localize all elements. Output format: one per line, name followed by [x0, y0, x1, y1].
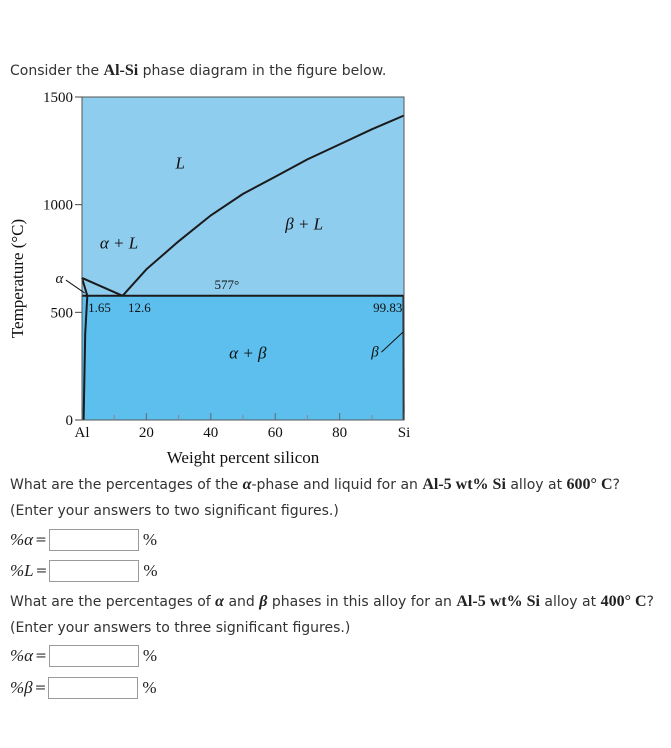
equals-sign: = [35, 648, 47, 664]
x-tick-label-60: 60 [267, 425, 283, 441]
question-1 [10, 476, 620, 494]
y-tick-label-500: 500 [50, 305, 73, 322]
equals-sign: = [35, 532, 47, 548]
q2-alpha: α [215, 593, 224, 610]
percent-alpha-input-1[interactable] [49, 529, 139, 551]
intro-suffix: phase diagram in the figure below. [138, 63, 387, 79]
equals-sign: = [35, 563, 48, 579]
x-tick-label-20: 20 [138, 425, 154, 441]
note-1: (Enter your answers to two significant figures.) [10, 503, 339, 519]
q2-temp: 400° C [600, 593, 647, 610]
region-label-alpha: α [55, 270, 64, 287]
unit-label: % [142, 530, 157, 549]
intro-alloy: Al-Si [103, 62, 139, 79]
y-tick-label-0: 0 [65, 413, 73, 429]
x-tick-label-Si: Si [397, 425, 411, 441]
input-row-alpha-2 [10, 644, 157, 668]
region-label-liquid: L [175, 153, 185, 173]
input-row-beta [10, 676, 157, 700]
x-axis-title: Weight percent silicon [166, 448, 320, 467]
region-label-alpha-liquid: α + L [99, 233, 139, 253]
q2-prefix: What are the percentages of [10, 594, 216, 610]
input-label: %β [10, 678, 33, 697]
x-tick-label-40: 40 [203, 425, 219, 441]
unit-label: % [142, 678, 157, 697]
alpha-max-label: 1.65 [88, 299, 111, 315]
x-tick-label-80: 80 [332, 425, 348, 441]
unit-label: % [143, 561, 158, 580]
q1-wt: wt% Si [455, 476, 506, 493]
y-tick-label-1000: 1000 [43, 197, 73, 214]
input-row-alpha-1 [10, 528, 157, 552]
region-label-beta: β [371, 344, 379, 361]
q2-alloy: Al-5 [456, 593, 490, 610]
eutectic-temp-label: 577° [214, 276, 240, 292]
eutectic-comp-label: 12.6 [127, 299, 151, 315]
q1-suffix: ? [612, 477, 620, 493]
q1-alpha: α [242, 476, 252, 493]
intro-prefix: Consider the [10, 63, 104, 79]
q2-suffix: ? [646, 594, 654, 610]
q2-and: and [224, 594, 260, 610]
question-2 [10, 593, 654, 611]
q2-beta: β [259, 593, 268, 610]
input-label: %α [10, 530, 34, 549]
equals-sign: = [34, 680, 47, 696]
liquid-region-fill [82, 97, 404, 296]
percent-liquid-input[interactable] [49, 560, 139, 582]
q2-mid2: alloy at [539, 594, 601, 610]
input-label: %L [10, 561, 34, 580]
percent-alpha-input-2[interactable] [49, 645, 139, 667]
q1-mid2: alloy at [505, 477, 567, 493]
beta-min-label: 99.83 [373, 299, 403, 315]
q1-temp: 600° C [566, 476, 613, 493]
region-label-beta-liquid: β + L [285, 214, 324, 234]
percent-beta-input[interactable] [48, 677, 138, 699]
input-row-liquid [10, 559, 158, 583]
y-axis-title: Temperature (°C) [8, 218, 27, 339]
q1-prefix: What are the percentages of the [10, 477, 243, 493]
x-tick-label-Al: Al [74, 425, 90, 441]
y-tick-label-1500: 1500 [43, 90, 73, 106]
q1-alloy: Al-5 [422, 476, 456, 493]
note-2: (Enter your answers to three significant figures.) [10, 620, 351, 636]
q1-mid: -phase and liquid for an [251, 477, 423, 493]
region-label-alpha-beta: α + β [229, 343, 267, 363]
q2-mid: phases in this alloy for an [267, 594, 457, 610]
q2-wt: wt% Si [489, 593, 540, 610]
unit-label: % [142, 646, 157, 665]
input-label: %α [10, 646, 34, 665]
